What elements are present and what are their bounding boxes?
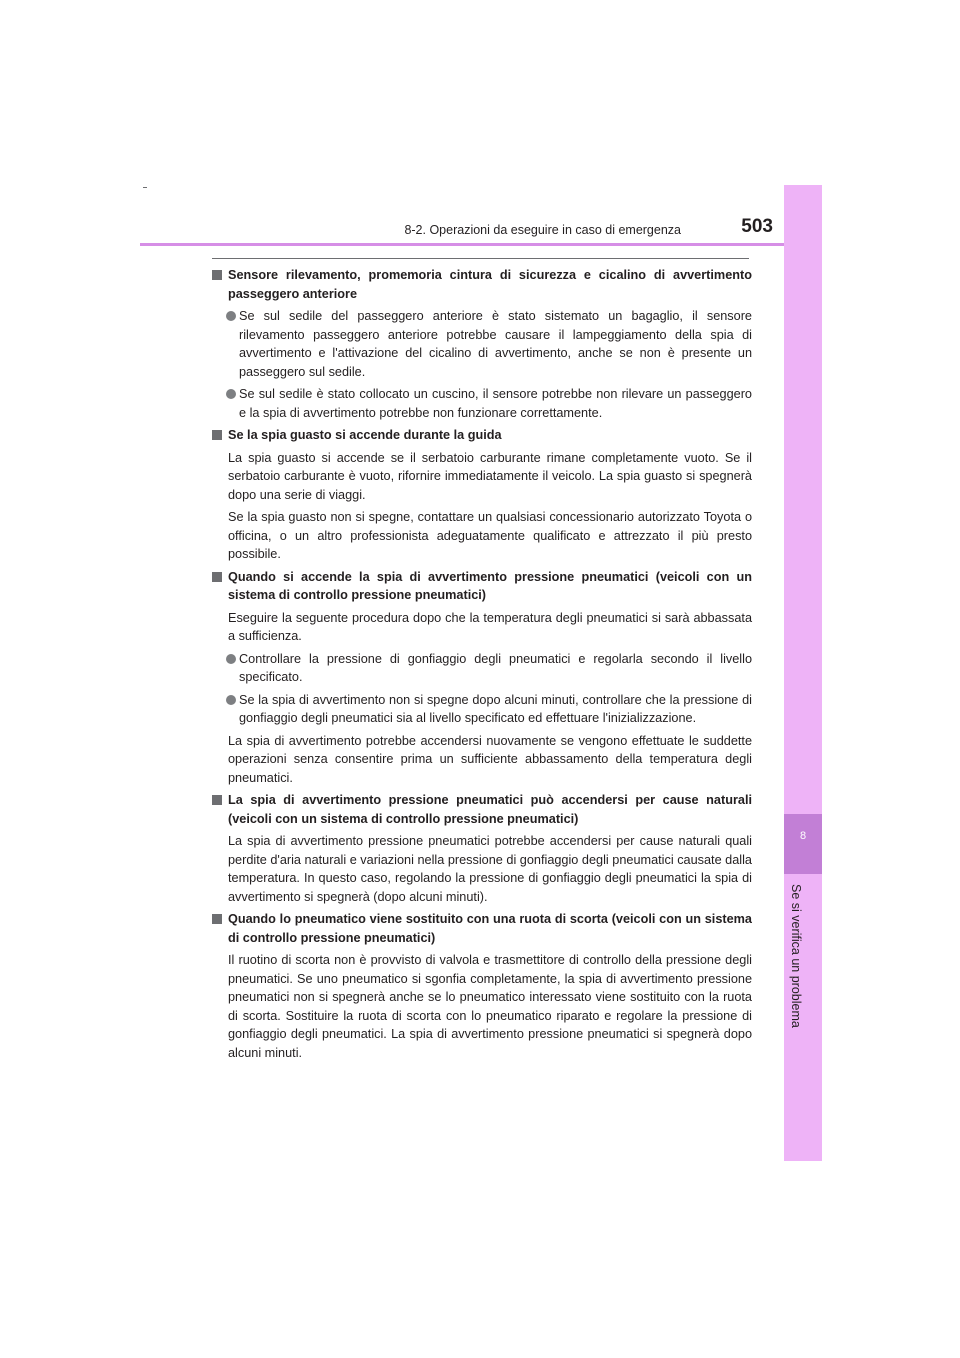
round-bullet-icon xyxy=(226,654,236,664)
header-divider xyxy=(140,243,821,246)
square-bullet-icon xyxy=(212,270,222,280)
chapter-title: Se si verifica un problema xyxy=(789,884,803,1028)
section-heading: La spia di avvertimento pressione pneumatici può accendersi per cause naturali (veicoli con un sistema di controllo pressione pneumatici) xyxy=(212,791,752,828)
page-content xyxy=(212,266,752,1062)
content-top-rule xyxy=(212,258,749,259)
square-bullet-icon xyxy=(212,572,222,582)
chapter-number-box xyxy=(784,814,822,874)
paragraph: La spia guasto si accende se il serbatoio carburante rimane completamente vuoto. Se il serbatoio carburante è vuoto, rifornire immediatamente il veicolo. La spia guasto si spegnerà dopo una serie di viaggi. xyxy=(228,450,752,502)
round-bullet-icon xyxy=(226,311,236,321)
section-heading: Quando lo pneumatico viene sostituito con una ruota di scorta (veicoli con un sistema di controllo pressione pneumatici) xyxy=(212,910,752,947)
chapter-title-vertical xyxy=(789,884,815,1028)
corner-tick xyxy=(143,187,147,188)
page-header xyxy=(140,214,821,244)
chapter-number: 8 xyxy=(799,830,807,842)
round-bullet-icon xyxy=(226,389,236,399)
bullet-item: Se sul sedile del passeggero anteriore è stato sistemato un bagaglio, il sensore rilevamento passeggero anteriore potrebbe causare il lampeggiamento della spia di avvertimento e l'attivazione del cicalino di avvertimento, anche se non è presente un passeggero sul sedile. xyxy=(212,307,752,381)
paragraph: Se la spia guasto non si spegne, contattare un qualsiasi concessionario autorizzato Toyota o officina, o un altro professionista adeguatamente qualificato e attrezzato il più presto possibile. xyxy=(228,510,752,561)
section-heading: Quando si accende la spia di avvertimento pressione pneumatici (veicoli con un sistema di controllo pressione pneumatici) xyxy=(212,568,752,605)
paragraph: La spia di avvertimento pressione pneumatici potrebbe accendersi per cause naturali quali perdite d'aria naturali e variazioni nella pressione di gonfiaggio degli pneumatici causate dalla temperatura. In questo caso, regolando la pressione di gonfiaggio degli pneumatici la spia di avvertimento si spegnerà (dopo alcuni minuti). xyxy=(228,834,752,904)
bullet-item: Se sul sedile è stato collocato un cuscino, il sensore potrebbe non rilevare un passeggero e la spia di avvertimento potrebbe non funzionare correttamente. xyxy=(212,385,752,422)
round-bullet-icon xyxy=(226,695,236,705)
paragraph: Il ruotino di scorta non è provvisto di valvola e trasmettitore di controllo della pressione degli pneumatici. Se uno pneumatico si sgonfia completamente, la spia di avvertimento pressione pneumatici non si spegnerà anche se lo pneumatico interessato viene sostituito con la ruota di scorta. Sostituire la ruota di scorta con lo pneumatico riparato e regolare la pressione di gonfiaggio degli pneumatici. La spia di avvertimento pressione pneumatici si spegnerà dopo alcuni minuti. xyxy=(228,953,752,1060)
paragraph: Eseguire la seguente procedura dopo che la temperatura degli pneumatici si sarà abbassata a sufficienza. xyxy=(228,610,752,643)
square-bullet-icon xyxy=(212,430,222,440)
section-heading: Se la spia guasto si accende durante la guida xyxy=(212,426,752,445)
square-bullet-icon xyxy=(212,795,222,805)
bullet-item: Se la spia di avvertimento non si spegne dopo alcuni minuti, controllare che la pressione di gonfiaggio degli pneumatici sia al livello specificato ed effettuare l'inizializzazione. xyxy=(212,691,752,728)
paragraph: La spia di avvertimento potrebbe accendersi nuovamente se vengono effettuate le suddette operazioni senza consentire prima un sufficiente abbassamento della temperatura degli pneumatici. xyxy=(228,733,752,785)
bullet-item: Controllare la pressione di gonfiaggio degli pneumatici e regolarla secondo il livello specificato. xyxy=(212,650,752,687)
section-heading: Sensore rilevamento, promemoria cintura di sicurezza e cicalino di avvertimento passeggero anteriore xyxy=(212,266,752,303)
square-bullet-icon xyxy=(212,914,222,924)
page-number: 503 xyxy=(741,216,773,237)
section-title: 8-2. Operazioni da eseguire in caso di emergenza xyxy=(404,223,681,237)
